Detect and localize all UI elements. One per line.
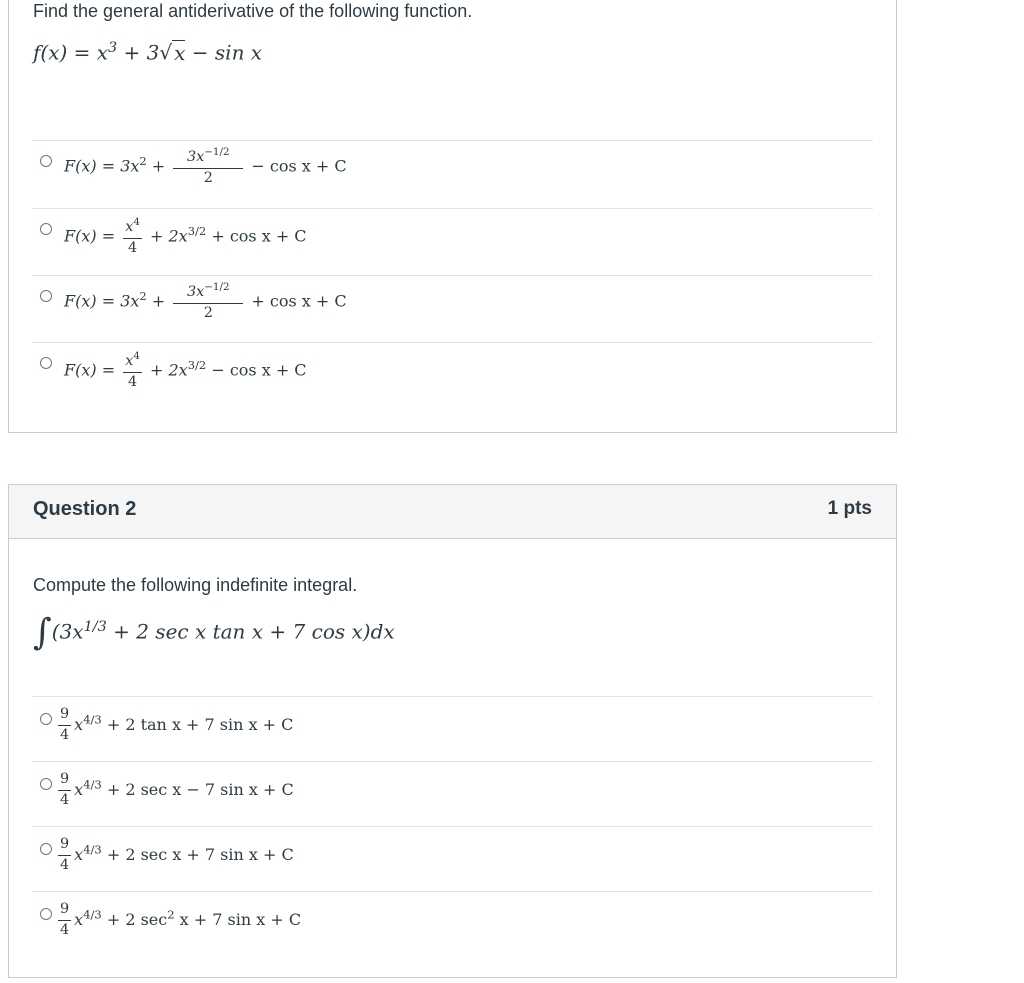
radio-button[interactable] [40, 357, 52, 369]
radio-button[interactable] [40, 290, 52, 302]
answer-option-2a[interactable]: $\frac{9}{4}$ $x^{4/3} + 2$ tan x + 7 sin x + C [32, 696, 873, 761]
answer-option-2c[interactable]: $\frac{9}{4}$ $x^{4/3} + 2$ sec x + 7 sin x + C [32, 826, 873, 891]
radio-button[interactable] [40, 908, 52, 920]
question-1-function: $f(x) = x^3 + 3√$ x − sin x [33, 40, 263, 65]
radio-button[interactable] [40, 778, 52, 790]
question-2-card [8, 484, 897, 978]
answer-option-2b[interactable]: $\frac{9}{4}$ $x^{4/3} + 2$ sec x − 7 sin x + C [32, 761, 873, 826]
radio-button[interactable] [40, 223, 52, 235]
answer-option-1d[interactable]: F(x) = $\frac{x^4}{4}$ + $2x^{3/2} - \cos x + C$ [32, 342, 873, 409]
question-2-answers [32, 696, 873, 956]
question-2-prompt: Compute the following indefinite integral. [33, 575, 358, 595]
question-2-header [9, 485, 896, 539]
answer-option-1b[interactable]: F(x) = $\frac{x^4}{4}$ + $2x^{3/2} + \cos x + C$ [32, 208, 873, 275]
radio-button[interactable] [40, 843, 52, 855]
answer-option-1c[interactable]: $F(x) = 3x^2$ + $\frac{3x^{-1/2}}{2}$ + cos x + C [32, 275, 873, 342]
question-2-integral: $\int(3x^{1/3} + 2$ sec x tan x + 7 cos x)dx [33, 612, 395, 653]
radio-button[interactable] [40, 713, 52, 725]
question-1-answers [32, 140, 873, 409]
answer-option-1a[interactable]: $F(x) = 3x^2$ + $\frac{3x^{-1/2}}{2}$ − cos x + C [32, 140, 873, 208]
answer-option-2d[interactable]: $\frac{9}{4}$ $x^{4/3} + 2$ $\sec^2 x + 7$ sin x + C [32, 891, 873, 956]
question-points: 1 pts [827, 498, 872, 519]
question-title: Question 2 [33, 498, 137, 520]
radio-button[interactable] [40, 155, 52, 167]
question-1-prompt: Find the general antiderivative of the following function. [33, 1, 473, 21]
question-1-card [8, 0, 897, 433]
